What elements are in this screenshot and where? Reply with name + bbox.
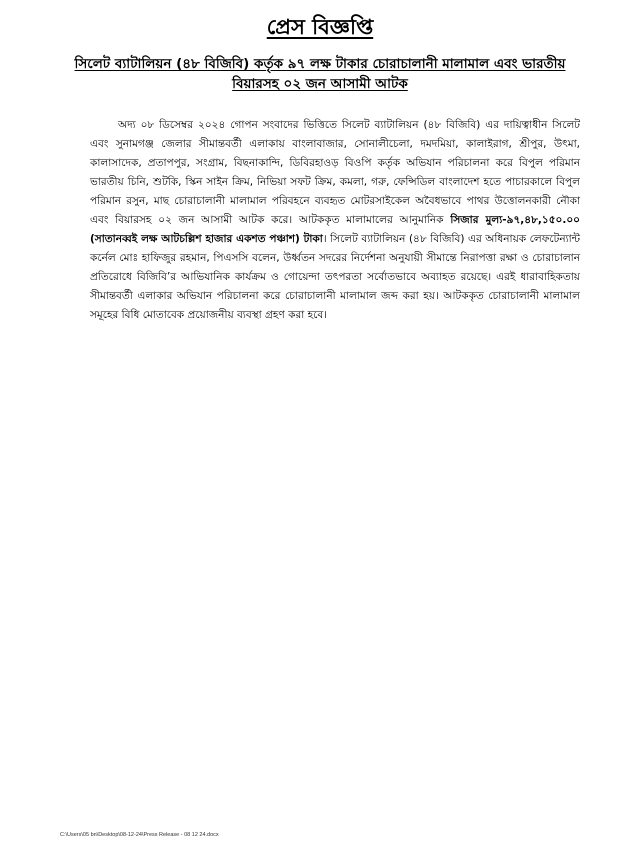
body-text-part-2: । সিলেট ব্যাটালিয়ন (৪৮ বিজিবি) এর অধিনায়ক লেফটেন্যান্ট কর্নেল মোঃ হাফিজুর রহমান, পিএসসি বলেন, উর্ধ্বতন সদরের নির্দেশনা অনুযায়ী সীমান্তে নিরাপত্তা রক্ষা ও চোরাচালান প্রতিরোধে বিজিবি’র আভিযানিক কার্যক্রম ও গোয়েন্দা তৎপরতা সর্বোতভাবে অব্যাহত রয়েছে। এরই ধারাবাহিকতায় সীমান্তবর্তী এলাকার অভিযান পরিচালনা করে চোরাচালানী মালামাল জব্দ করা হয়। আটককৃত চোরাচালানী মালামাল সমূহের বিধি মোতাবেক প্রয়োজনীয় ব্যবস্থা গ্রহণ করা হবে। [90,233,580,321]
headline [40,54,600,94]
headline-line-2: বিয়ারসহ ০২ জন আসামী আটক [232,76,408,92]
document-title-text: প্রেস বিজ্ঞপ্তি [266,15,374,39]
footer-file-path: C:\Users\05 bn\Desktop\08-12-24\Press Release - 08 12 24.docx [60,832,219,838]
body-paragraph [90,116,580,325]
seizure-value-highlight: সিজার মুল্য-৯৭,৪৮,১৫০.০০ (সাতানব্বই লক্ষ আটচল্লিশ হাজার একশত পঞ্চাশ) টাকা [90,214,580,245]
headline-line-1: সিলেট ব্যাটালিয়ন (৪৮ বিজিবি) কর্তৃক ৯৭ লক্ষ টাকার চোরাচালানী মালামাল এবং ভারতীয় [74,56,566,72]
document-title [0,14,640,40]
body-text-part-1: অদ্য ০৮ ডিসেম্বর ২০২৪ গোপন সংবাদের ভিত্তিতে সিলেট ব্যাটালিয়ন (৪৮ বিজিবি) এর দায়িত্বাধীন সিলেট এবং সুনামগঞ্জ জেলার সীমান্তবর্তী এলাকায় বাংলাবাজার, সোনালীচেলা, দমদমিয়া, কালাইরাগ, শ্রীপুর, উৎমা, কালাসাদেক, প্রতাপপুর, সংগ্রাম, বিছনাকান্দি, ডিবিরহাওড় বিওপি কর্তৃক অভিযান পরিচালনা করে বিপুল পরিমান ভারতীয় চিনি, শুটকি, স্কিন সাইন ক্রিম, নিভিয়া সফট ক্রিম, কমলা, গরু, ফেন্সিডিল বাংলাদেশ হতে পাচারকালে বিপুল পরিমান রসুন, মাছ চোরাচালানী মালামাল পরিবহনে ব্যবহৃত মোটরসাইকেল অবৈধভাবে পাথর উত্তোলনকারী নৌকা এবং বিয়ারসহ ০২ জন আসামী আটক করে। আটককৃত মালামালের আনুমানিক [90,119,580,226]
